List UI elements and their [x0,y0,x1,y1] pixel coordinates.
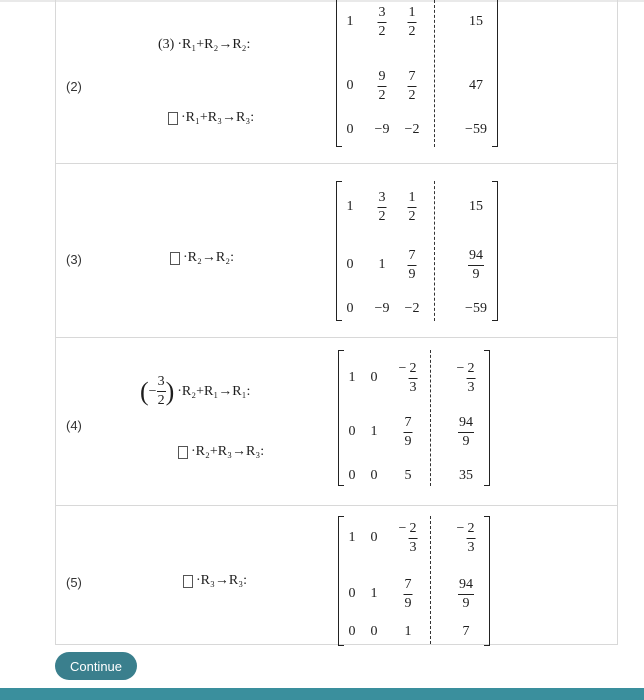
row-operation [140,375,250,408]
bottom-bar [0,688,644,700]
matrix-entry: 15 [469,14,483,29]
matrix-entry: $\frac{7}{9}$ [408,248,416,282]
coefficient-input[interactable] [178,446,188,459]
matrix-entry: −59 [465,301,487,316]
matrix-entry: $\frac{1}{2}$ [408,190,416,224]
coefficient: (3) [158,37,175,52]
matrix-entry: − $\frac{2}{3}$ [456,361,475,395]
matrix-entry: $\frac{9}{2}$ [378,69,386,103]
matrix-entry: 1 [346,199,354,214]
operation-text: ·R₂+R₁→R₁: [177,383,251,399]
coefficient-input[interactable] [170,252,180,265]
row-divider [55,337,618,338]
matrix-entry: 1 [346,14,354,29]
matrix-right-bracket [492,0,498,147]
augmented-matrix [338,350,490,486]
matrix-entry: 1 [348,530,356,545]
matrix-entry: 0 [348,424,356,439]
matrix-entry: − $\frac{2}{3}$ [398,361,417,395]
row-divider [55,505,618,506]
augmented-matrix [338,516,490,644]
matrix-entry: 1 [370,586,378,601]
matrix-entry: 1 [348,370,356,385]
matrix-entry: 5 [404,468,412,483]
matrix-entry: $\frac{94}{9}$ [469,248,483,282]
matrix-entry: −9 [374,122,390,137]
matrix-entry: 15 [469,199,483,214]
matrix-entry: 1 [378,257,386,272]
matrix-entry: 47 [469,78,483,93]
coefficient-input[interactable] [168,112,178,125]
matrix-entry: 35 [459,468,473,483]
matrix-entry: 1 [370,424,378,439]
matrix-entry: − $\frac{2}{3}$ [398,521,417,555]
matrix-entry: 0 [370,530,378,545]
augment-divider [434,0,435,147]
augment-divider [430,516,431,644]
step-label: (2) [66,79,82,94]
augmented-matrix [336,0,498,147]
matrix-right-bracket [484,516,490,646]
row-operation [178,444,264,460]
augment-divider [434,181,435,321]
row-operation [158,37,250,53]
augment-divider [430,350,431,486]
row-divider [55,644,618,645]
matrix-entry: $\frac{94}{9}$ [459,415,473,449]
operation-text: ·R₂+R₃→R₃: [191,444,265,459]
matrix-entry: $\frac{1}{2}$ [408,5,416,39]
matrix-entry: −9 [374,301,390,316]
matrix-right-bracket [484,350,490,486]
matrix-entry: − $\frac{2}{3}$ [456,521,475,555]
matrix-entry: 0 [348,468,356,483]
step-label: (5) [66,575,82,590]
matrix-entry: 0 [346,301,354,316]
matrix-entry: 1 [404,624,412,639]
matrix-entry: 0 [346,122,354,137]
augmented-matrix [336,181,498,321]
matrix-entry: $\frac{3}{2}$ [378,5,386,39]
operation-text: ·R₁+R₂→R₂: [177,37,251,52]
matrix-entry: −59 [465,122,487,137]
matrix-entry: $\frac{7}{2}$ [408,69,416,103]
table-left-border [55,0,56,645]
matrix-entry: −2 [404,122,420,137]
matrix-left-bracket [336,0,342,147]
table-right-border [617,0,618,645]
matrix-entry: 0 [370,624,378,639]
matrix-right-bracket [492,181,498,321]
matrix-entry: 0 [346,257,354,272]
matrix-entry: 7 [462,624,470,639]
matrix-left-bracket [338,516,344,646]
step-label: (3) [66,252,82,267]
operation-text: ·R₁+R₃→R₃: [181,110,255,125]
matrix-entry: −2 [404,301,420,316]
row-operation [170,250,234,266]
continue-button[interactable]: Continue [55,652,137,680]
coefficient-input[interactable] [183,575,193,588]
matrix-entry: $\frac{7}{9}$ [404,577,412,611]
matrix-entry: 0 [346,78,354,93]
operation-text: ·R₂→R₂: [183,250,234,265]
matrix-entry: $\frac{7}{9}$ [404,415,412,449]
row-operation [168,110,254,126]
top-edge [0,0,644,2]
row-divider [55,163,618,164]
coefficient: ( − $\frac{3}{2}$ ) [140,374,175,408]
matrix-entry: 0 [370,468,378,483]
step-label: (4) [66,418,82,433]
matrix-left-bracket [336,181,342,321]
matrix-left-bracket [338,350,344,486]
matrix-entry: 0 [348,586,356,601]
matrix-entry: $\frac{94}{9}$ [459,577,473,611]
matrix-entry: 0 [348,624,356,639]
matrix-entry: 0 [370,370,378,385]
row-operation [183,573,247,589]
operation-text: ·R₃→R₃: [196,573,247,588]
matrix-entry: $\frac{3}{2}$ [378,190,386,224]
